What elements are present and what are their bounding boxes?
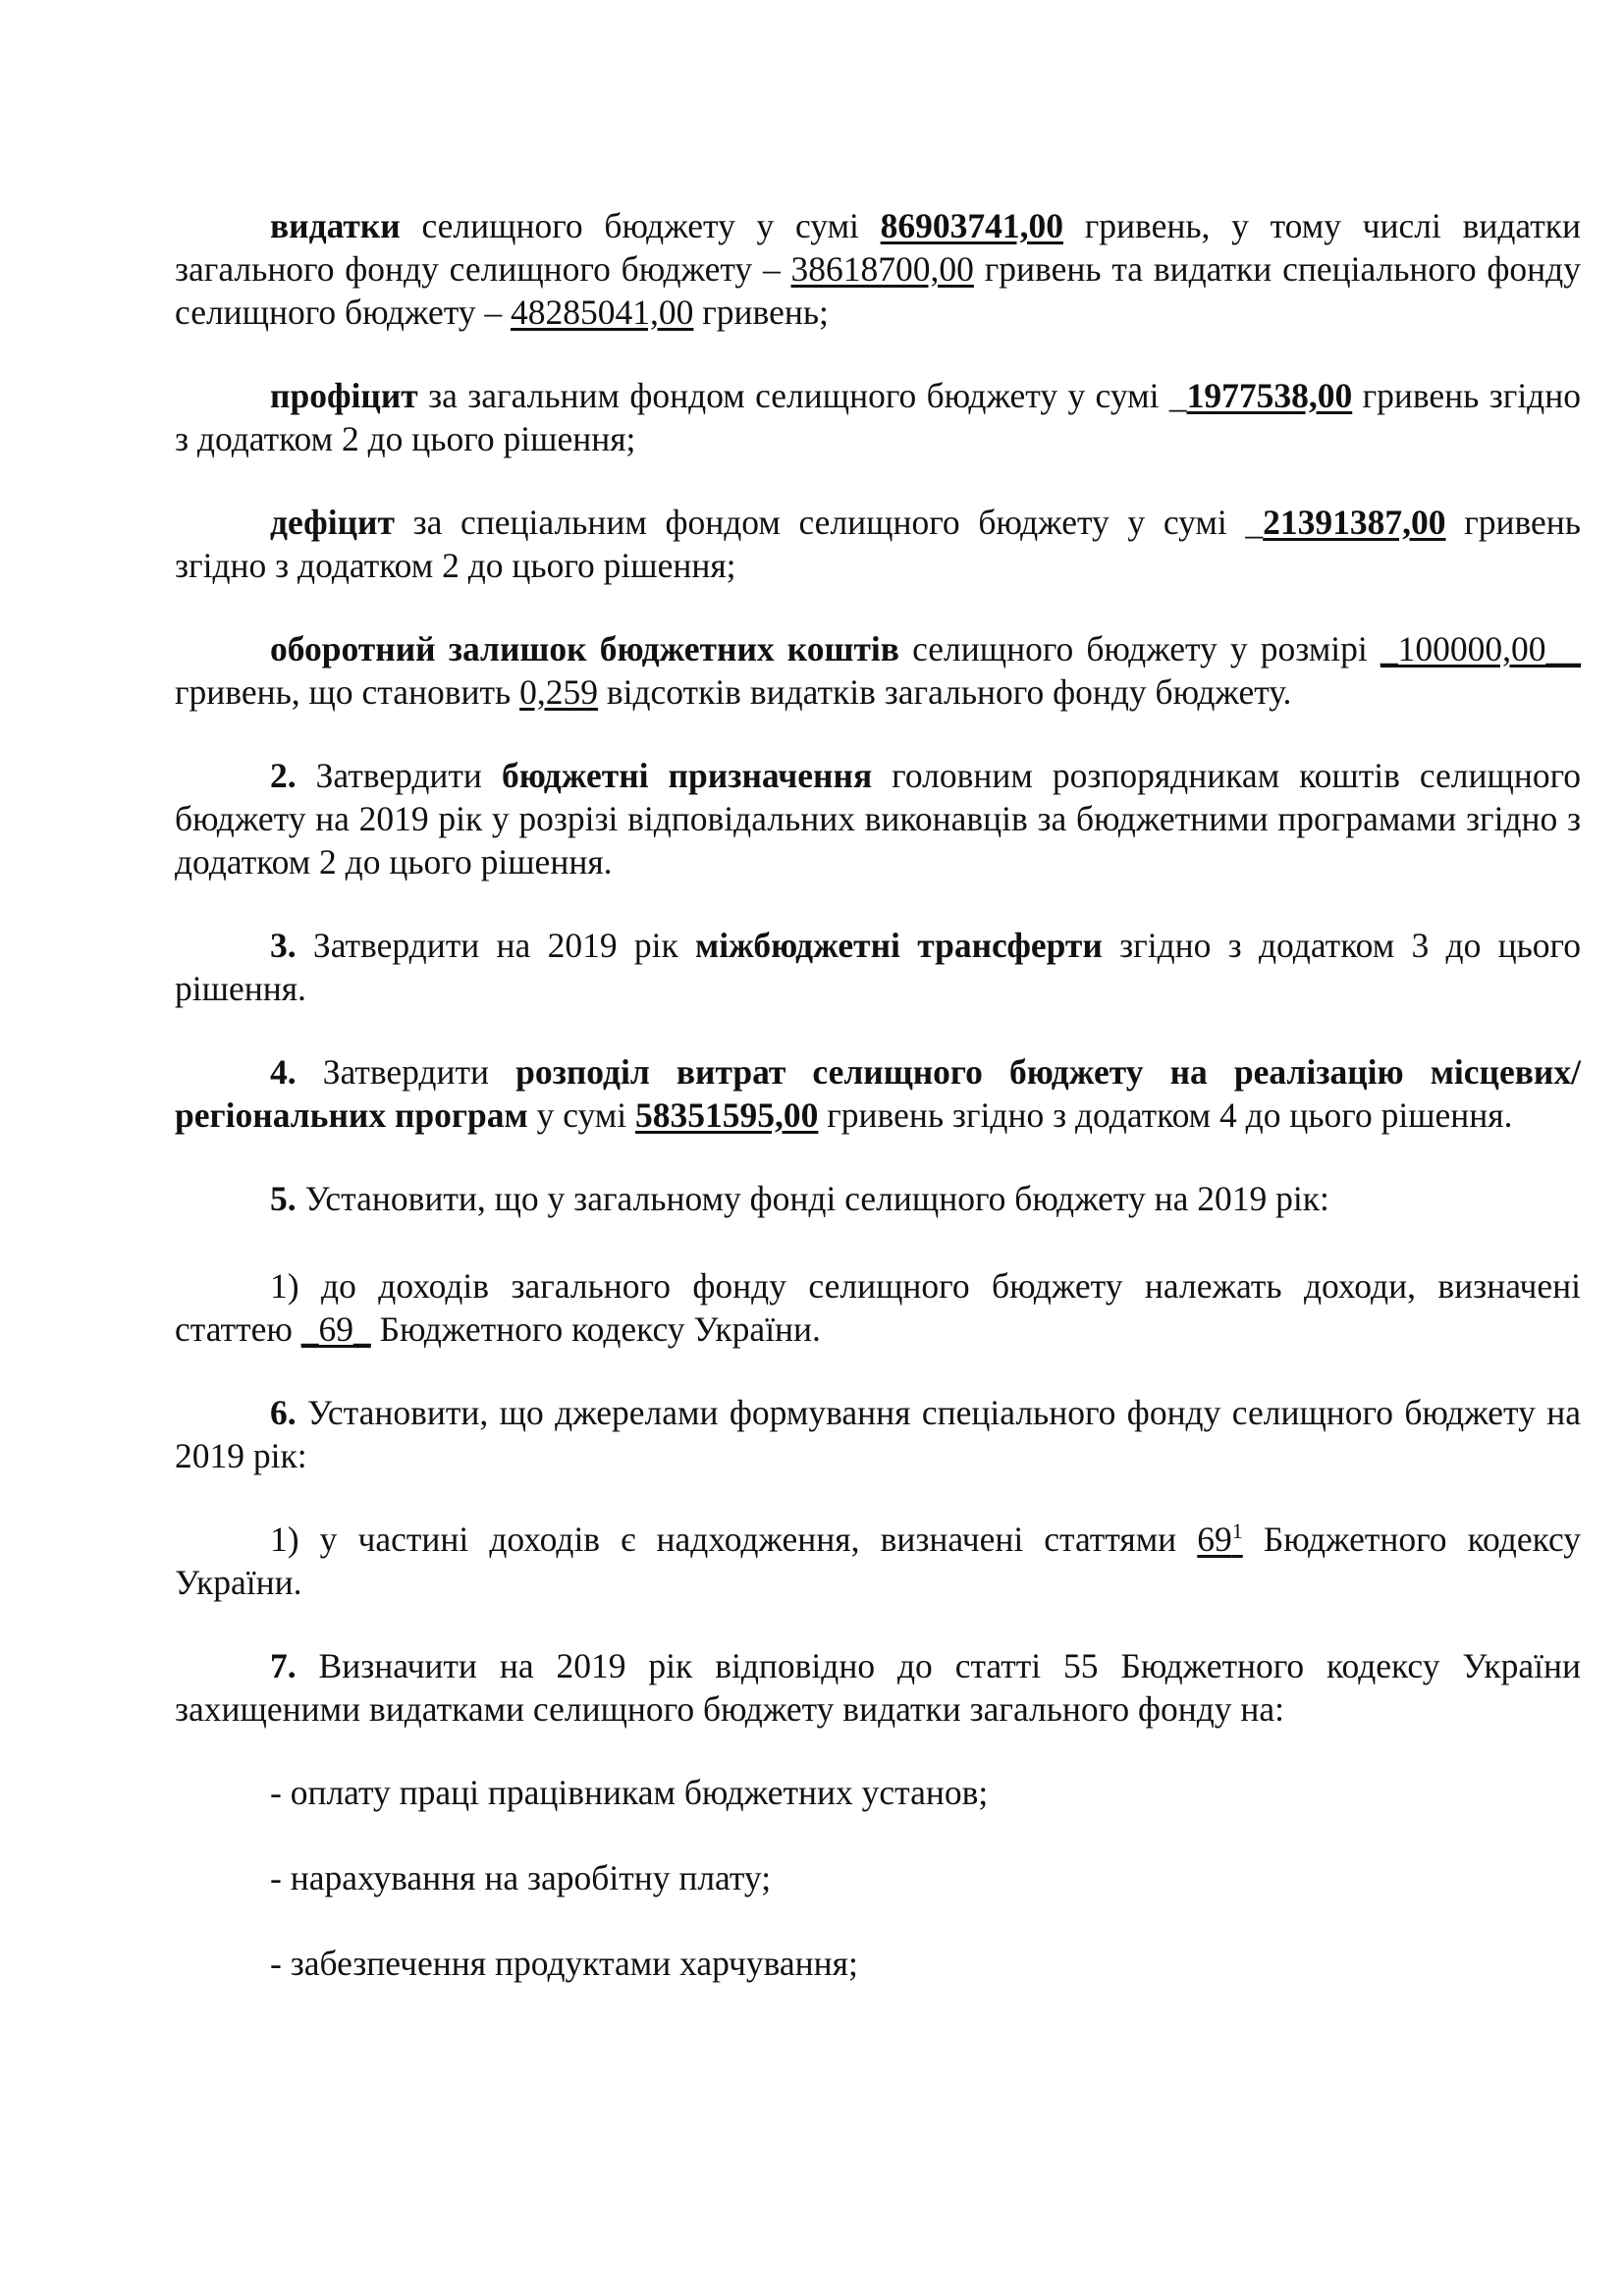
- term-transfers: міжбюджетні трансферти: [695, 926, 1103, 965]
- amount-surplus: 1977538,00: [1186, 376, 1353, 415]
- text: Установити, що у загальному фонді селищного бюджету на 2019 рік:: [296, 1179, 1329, 1218]
- text: селищного бюджету у розмірі: [898, 629, 1380, 668]
- article-number: [1197, 1520, 1243, 1559]
- text: гривень та видатки спеціального фонду селищного бюджету –: [175, 249, 1581, 332]
- reserve-percent: 0,259: [519, 672, 598, 712]
- text: гривень;: [693, 293, 829, 332]
- text: відсотків видатків загального фонду бюджету.: [597, 672, 1292, 712]
- text: за загальним фондом селищного бюджету у сумі _: [417, 376, 1187, 415]
- term-reserve: оборотний залишок бюджетних коштів: [270, 629, 899, 668]
- item-number: 6.: [270, 1393, 297, 1432]
- text: гривень згідно з додатком 2 до цього рішення;: [175, 376, 1581, 458]
- text: Затвердити: [296, 1052, 516, 1092]
- text: гривень, що становить: [175, 672, 520, 712]
- term-budget-allocations: бюджетні призначення: [501, 756, 873, 795]
- text: Затвердити на 2019 рік: [296, 926, 696, 965]
- text: гривень згідно з додатком 2 до цього рішення;: [175, 503, 1581, 585]
- paragraph-7: [175, 1644, 1581, 1731]
- paragraph-4: [175, 1050, 1581, 1137]
- item-number: 4.: [270, 1052, 297, 1092]
- document-page: [175, 204, 1581, 2027]
- paragraph-6-1: [175, 1518, 1581, 1604]
- text: гривень, у тому числі видатки загального фонду селищного бюджету –: [175, 206, 1581, 289]
- item-number: 3.: [270, 926, 297, 965]
- text: згідно з додатком 3 до цього рішення.: [175, 926, 1581, 1008]
- amount-deficit: 21391387,00: [1263, 503, 1446, 542]
- amount-programs: 58351595,00: [635, 1095, 819, 1135]
- text: гривень згідно з додатком 4 до цього рішення.: [818, 1095, 1513, 1135]
- article-superscript: 1: [1231, 1519, 1243, 1544]
- term-expenses: видатки: [270, 206, 401, 245]
- text: Бюджетного кодексу України.: [175, 1520, 1582, 1602]
- paragraph-2: [175, 754, 1581, 883]
- paragraph-5: [175, 1177, 1581, 1220]
- text: селищного бюджету у сумі: [400, 206, 881, 245]
- paragraph-surplus: [175, 374, 1581, 460]
- item-number: 7.: [270, 1646, 297, 1685]
- text: головним розпорядникам коштів селищного бюджету на 2019 рік у розрізі відповідальних виконавців за бюджетними програмами згідно з додатком 2 до цього рішення.: [175, 756, 1582, 881]
- amount-reserve: _100000,00__: [1380, 629, 1581, 668]
- paragraph-reserve: [175, 627, 1581, 714]
- paragraph-3: [175, 924, 1581, 1010]
- amount-general-fund: 38618700,00: [790, 249, 974, 289]
- text: 1) до доходів загального фонду селищного бюджету належать доходи, визначені статтею: [175, 1266, 1581, 1349]
- text: за спеціальним фондом селищного бюджету у сумі _: [394, 503, 1264, 542]
- article-base: 69: [1197, 1520, 1232, 1559]
- paragraph-5-1: [175, 1264, 1581, 1351]
- item-number: 2.: [270, 756, 297, 795]
- amount-special-fund: 48285041,00: [511, 293, 694, 332]
- paragraph-expenses: [175, 204, 1581, 334]
- paragraph-6: [175, 1391, 1581, 1477]
- text: Затвердити: [296, 756, 502, 795]
- text: 1) у частині доходів є надходження, визначені статтями: [270, 1520, 1198, 1559]
- text: Бюджетного кодексу України.: [370, 1309, 821, 1349]
- list-item: - оплату праці працівникам бюджетних установ;: [270, 1773, 989, 1812]
- text: Установити, що джерелами формування спеціального фонду селищного бюджету на 2019 рік:: [175, 1393, 1581, 1475]
- list-item: - нарахування на заробітну плату;: [270, 1858, 772, 1897]
- amount-total-expenses: 86903741,00: [880, 206, 1064, 245]
- term-program-distribution: розподіл витрат селищного бюджету на реалізацію місцевих/регіональних програм: [175, 1052, 1581, 1135]
- item-number: 5.: [270, 1179, 297, 1218]
- text: Визначити на 2019 рік відповідно до статті 55 Бюджетного кодексу України захищеними видатками селищного бюджету видатки загального фонду на:: [175, 1646, 1581, 1729]
- article-number: _69_: [300, 1309, 371, 1349]
- text: у сумі: [527, 1095, 635, 1135]
- term-deficit: дефіцит: [270, 503, 395, 542]
- paragraph-deficit: [175, 501, 1581, 587]
- list-item: - забезпечення продуктами харчування;: [270, 1944, 858, 1983]
- term-surplus: профіцит: [270, 376, 418, 415]
